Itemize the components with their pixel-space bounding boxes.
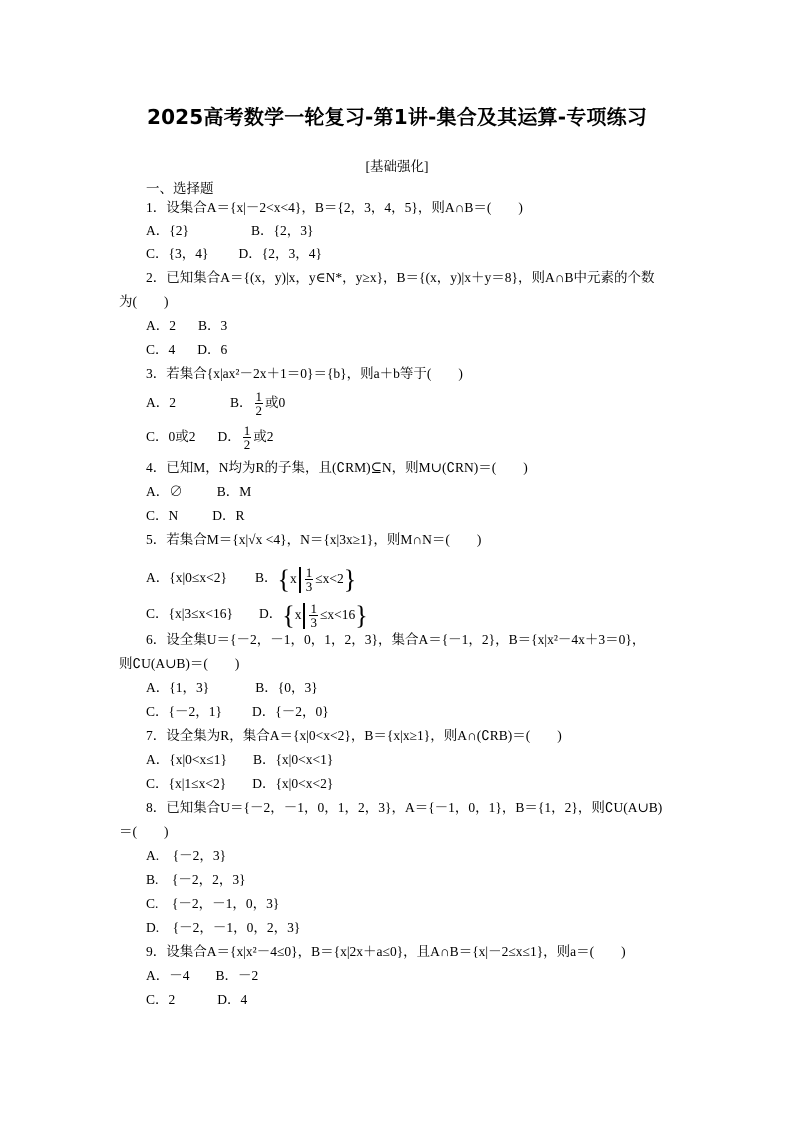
q2-options-ab [146,318,227,334]
q3-stem: 3．若集合{x|ax²－2x＋1＝0}＝{b}，则a＋b等于( ) [146,366,463,381]
q2-option-b: B．3 [198,318,228,333]
q1-option-d: D．{2，3，4} [238,246,322,261]
q1-options-cd [146,246,322,262]
q3-option-b-suffix: 或0 [265,395,286,410]
q5-option-d-fraction [309,602,318,629]
q6-options-cd [146,704,329,720]
set-bar [299,567,301,593]
fraction-denominator: 3 [305,579,313,595]
q4-options-cd [146,508,245,524]
q7-stem: 7．设全集为R，集合A＝{x|0<x<2}，B＝{x|x≥1}，则A∩(∁RB)＝( ) [146,728,562,743]
q9-option-b: B．－2 [215,968,259,983]
fraction-numerator: 1 [243,423,251,439]
set-variable: x [294,606,302,622]
q8-option-d: D. {－2，－1，0，2，3} [146,920,301,935]
q7-options-ab [146,752,333,768]
q2-options-cd [146,342,227,358]
q7-option-b: B．{x|0<x<1} [252,752,334,767]
q5-stem: 5．若集合M＝{x|√x <4}，N＝{x|3x≥1}，则M∩N＝( ) [146,532,482,547]
q7-option-a: A．{x|0<x≤1} [146,752,227,767]
q6-stem: 6．设全集U＝{－2，－1，0，1，2，3}，集合A＝{－1，2}，B＝{x|x²－4x＋3＝0}， [146,632,646,647]
q8-option-b: B. {－2，2，3} [146,872,246,887]
q3-option-c: C．0或2 [146,429,196,444]
q8-option-c: C. {－2，－1，0，3} [146,896,280,911]
q2-stem-cont: 为( ) [119,294,169,309]
q2-stem: 2．已知集合A＝{(x，y)|x，y∈N*，y≥x}，B＝{(x，y)|x＋y＝8}，则A∩B中元素的个数 [146,270,655,285]
q6-option-b: B．{0，3} [255,680,318,695]
q5-option-d-set [282,593,368,637]
q5-options-cd [146,592,368,637]
q5-option-a: A．{x|0≤x<2} [146,570,227,585]
fraction-numerator: 1 [305,565,313,581]
q9-option-c: C．2 [146,992,176,1007]
q4-option-a: A．∅ [146,484,183,499]
fraction-denominator: 2 [243,437,251,453]
q1-option-b: B．{2，3} [250,223,314,238]
subtitle: [基础强化] [365,159,429,174]
q2-option-c: C．4 [146,342,176,357]
q9-stem: 9．设集合A＝{x|x²－4≤0}，B＝{x|2x＋a≤0}，且A∩B＝{x|－2≤x≤1}，则a＝( ) [146,944,626,959]
q6-option-d: D．{－2，0} [251,704,329,719]
q3-option-d-suffix: 或2 [253,429,274,444]
q5-option-b-label: B． [254,570,278,585]
q6-option-a: A．{1，3} [146,680,210,695]
q9-option-a: A．－4 [146,968,190,983]
set-bar [303,603,305,629]
q4-option-c: C．N [146,508,179,523]
q8-option-a: A. {－2，3} [146,848,227,863]
fraction-denominator: 2 [255,403,263,419]
section-heading: 一、选择题 [146,181,214,196]
q7-option-d: D．{x|0<x<2} [252,776,334,791]
q1-options-ab [146,223,313,239]
q3-option-b-label: B． [230,395,253,410]
q6-options-ab [146,680,318,696]
left-brace: { [277,564,290,594]
q8-stem-cont: ＝( ) [119,824,169,839]
q4-stem: 4．已知M，N均为R的子集，且(∁RM)⊆N，则M∪(∁RN)＝( ) [146,460,528,475]
q3-option-d-fraction [243,424,252,451]
q4-option-d: D．R [212,508,245,523]
set-condition: ≤x<16 [319,606,356,622]
q1-option-a: A．{2} [146,223,189,238]
fraction-numerator: 1 [310,601,317,617]
q5-option-d-label: D． [258,606,283,621]
q7-option-c: C．{x|1≤x<2} [146,776,227,791]
q3-option-b-fraction [255,390,264,417]
q4-options-ab [146,484,251,500]
fraction-denominator: 3 [310,615,317,631]
q9-option-d: D．4 [217,992,248,1007]
q9-options-cd [146,992,247,1008]
q8-stem: 8．已知集合U＝{－2，－1，0，1，2，3}，A＝{－1，0，1}，B＝{1，2}，则∁U(A∪B) [146,800,663,815]
fraction-numerator: 1 [255,389,263,405]
q5-option-b-fraction [305,566,314,593]
q2-option-d: D．6 [197,342,228,357]
q9-options-ab [146,968,258,984]
q4-option-b: B．M [216,484,252,499]
set-variable: x [289,570,297,586]
set-condition: ≤x<2 [315,570,344,586]
q3-options-ab [146,388,285,418]
left-brace: { [282,600,295,630]
q2-option-a: A．2 [146,318,176,333]
right-brace: } [355,600,368,630]
q3-option-d-label: D． [217,429,241,444]
page-title: 2025高考数学一轮复习-第1讲-集合及其运算-专项练习 [146,105,648,129]
q7-options-cd [146,776,333,792]
q5-option-c: C．{x|3≤x<16} [146,606,233,621]
q6-option-c: C．{－2，1} [146,704,222,719]
q3-option-a: A．2 [146,395,176,410]
q1-option-c: C．{3，4} [146,246,209,261]
q6-stem-cont: 则∁U(A∪B)＝( ) [119,656,240,671]
q3-options-cd [146,422,274,452]
q1-stem: 1．设集合A＝{x|－2<x<4}，B＝{2，3，4，5}，则A∩B＝( ) [146,200,523,215]
right-brace: } [343,564,357,594]
